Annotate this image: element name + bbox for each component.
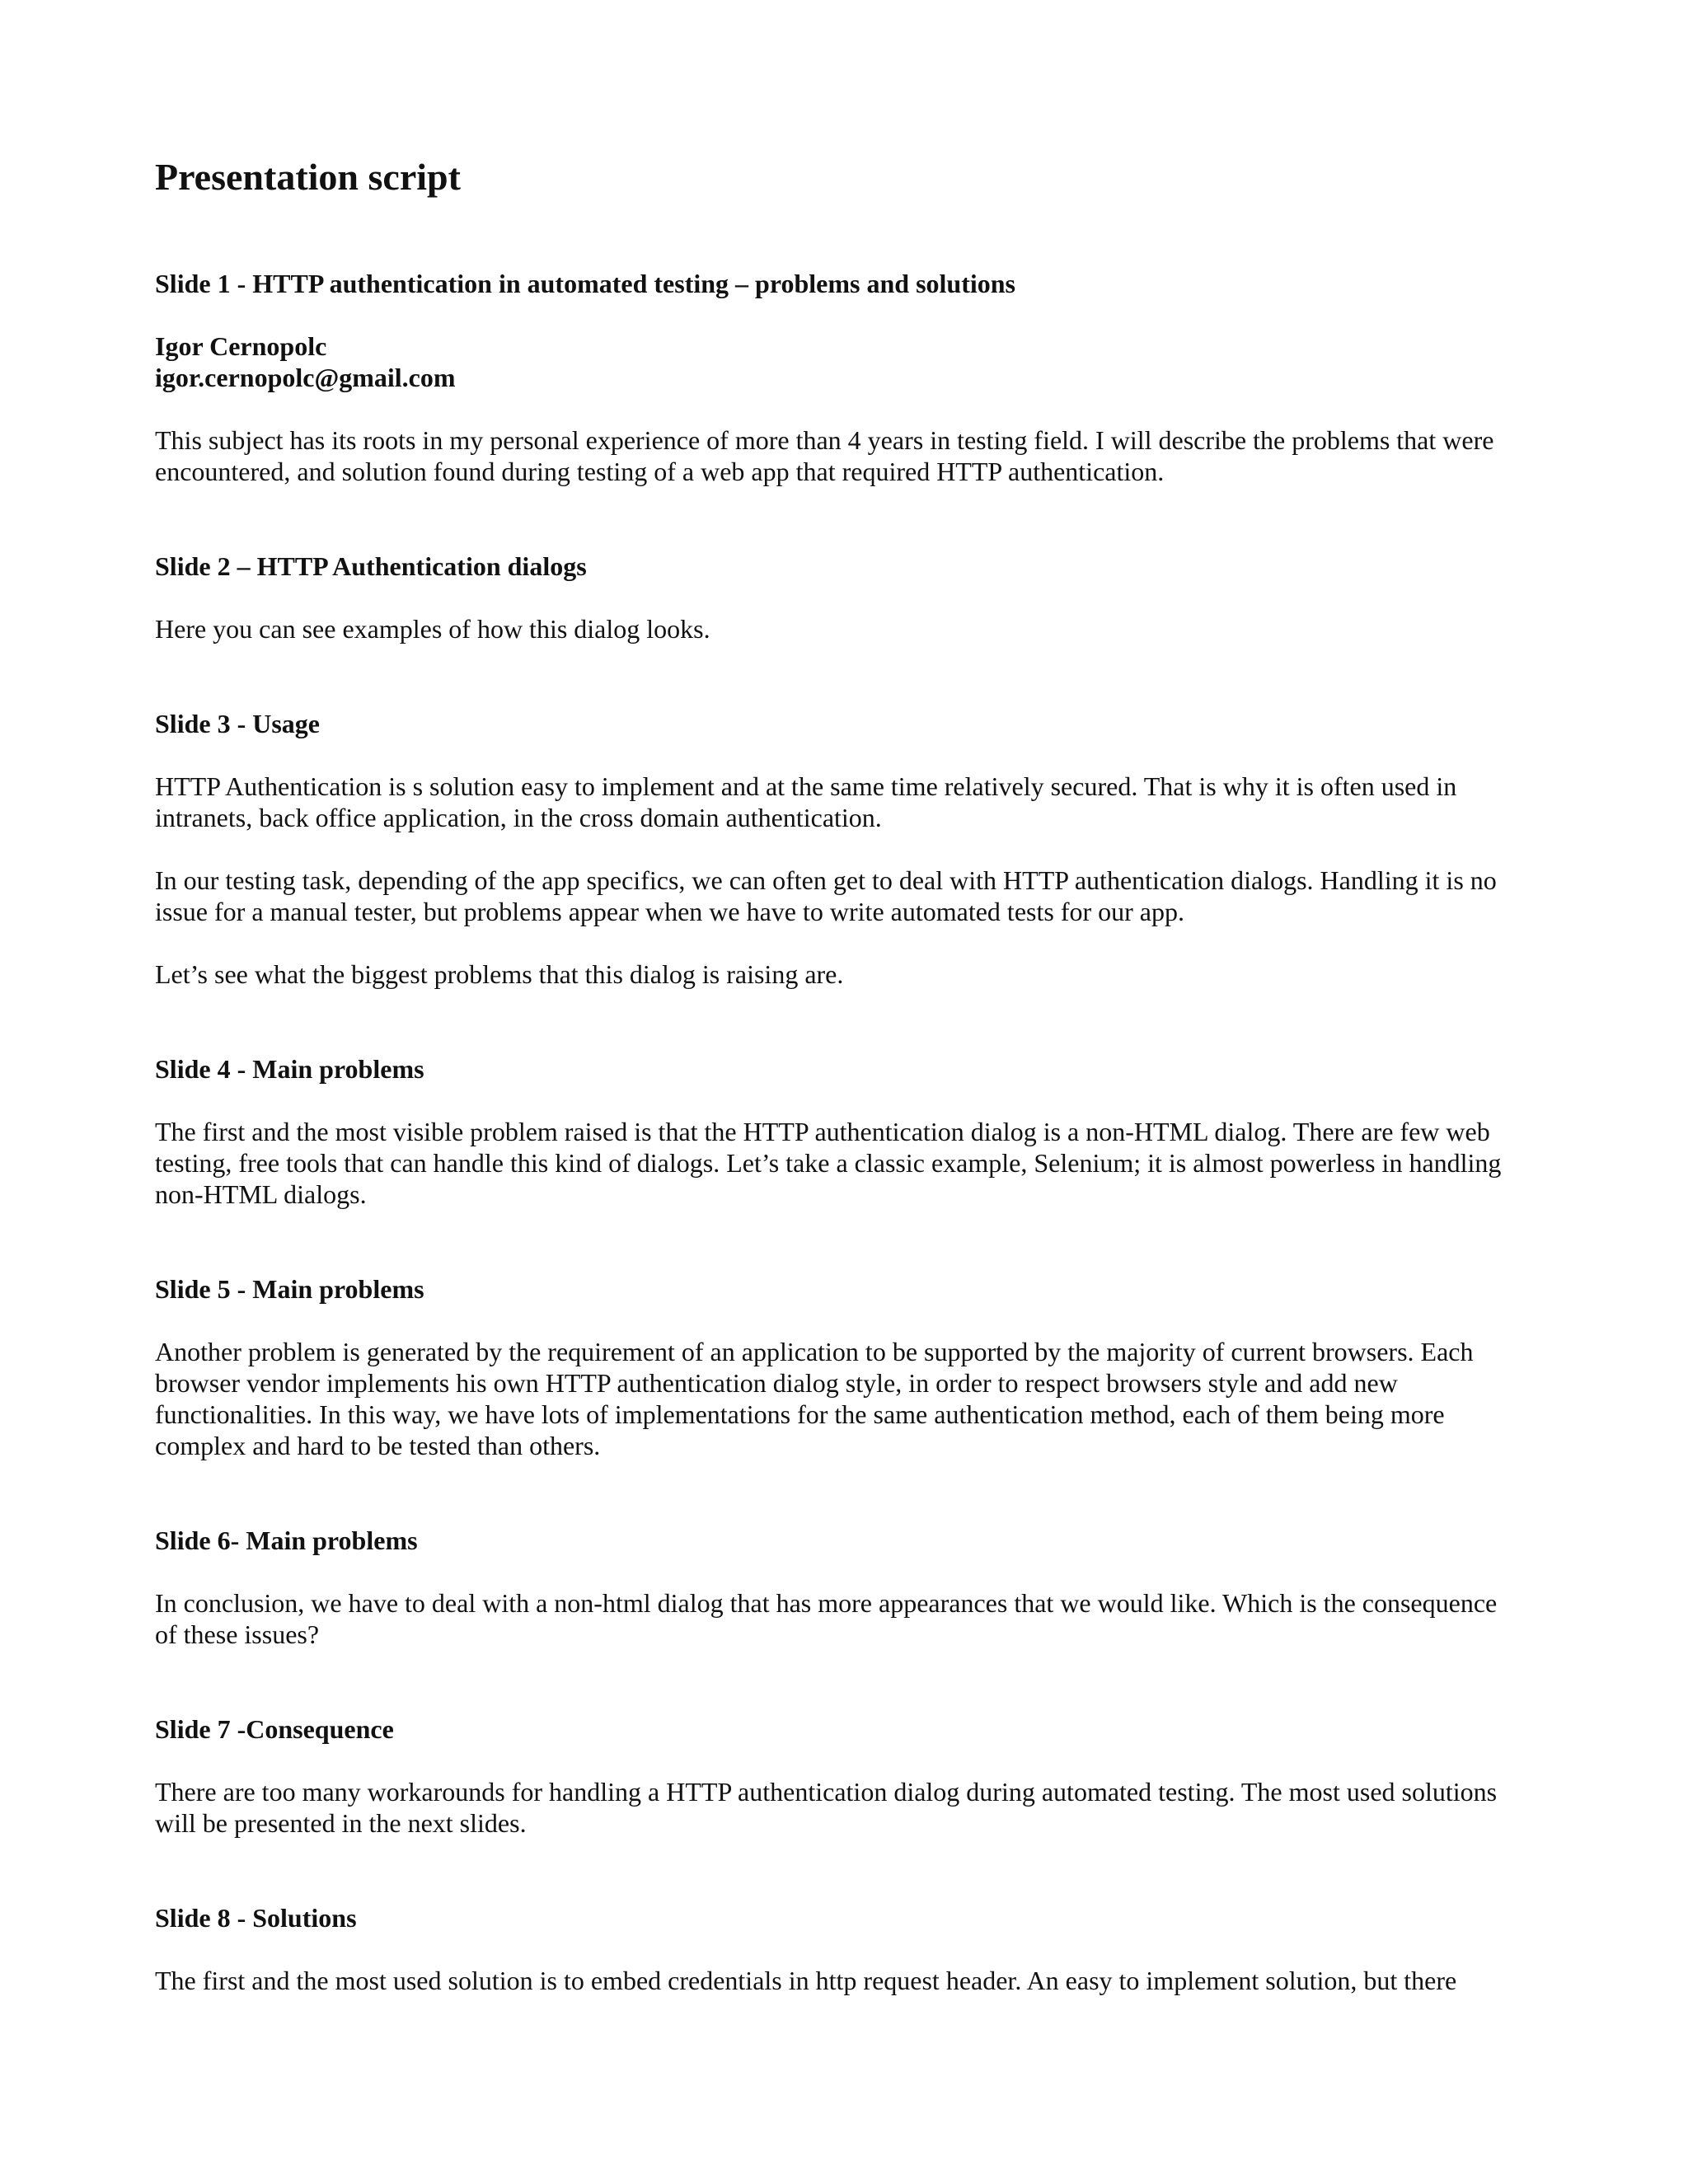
slide-3-section	[155, 708, 1523, 990]
slide-8-heading: Slide 8 - Solutions	[155, 1902, 357, 1933]
slide-1-section	[155, 268, 1523, 487]
slide-4-heading: Slide 4 - Main problems	[155, 1053, 424, 1084]
slide-3-heading: Slide 3 - Usage	[155, 708, 320, 738]
slide-8-section	[155, 1902, 1523, 1996]
slide-6-heading: Slide 6- Main problems	[155, 1525, 418, 1555]
slide-2-section	[155, 551, 1523, 644]
slide-4-section	[155, 1053, 1523, 1210]
author-email: igor.cernopolc@gmail.com	[155, 362, 456, 392]
slide-3-paragraph-1: HTTP Authentication is s solution easy to implement and at the same time relatively secured. That is why it is often used in intranets, back office application, in the cross domain authentication.	[155, 771, 1457, 832]
slide-1-paragraph-1: This subject has its roots in my personal experience of more than 4 years in testing field. I will describe the problems that were encountered, and solution found during testing of a web app that required HTTP authentication.	[155, 424, 1494, 486]
document-title: Presentation script	[155, 156, 461, 198]
slide-2-paragraph-1: Here you can see examples of how this dialog looks.	[155, 613, 710, 644]
slide-5-paragraph-1: Another problem is generated by the requirement of an application to be supported by the majority of current browsers. Each browser vendor implements his own HTTP authentication dialog style, in order to respect browsers style and add new functionalities. In this way, we have lots of implementations for the same authentication method, each of them being more complex and hard to be tested than others.	[155, 1336, 1474, 1460]
author-name: Igor Cernopolc	[155, 330, 327, 361]
slide-3-paragraph-3: Let’s see what the biggest problems that this dialog is raising are.	[155, 958, 844, 989]
slide-3-paragraph-2: In our testing task, depending of the app specifics, we can often get to deal with HTTP authentication dialogs. Handling it is no issue for a manual tester, but problems appear when we have to write automated tests for our app.	[155, 865, 1497, 926]
slide-7-paragraph-1: There are too many workarounds for handling a HTTP authentication dialog during automated testing. The most used solutions will be presented in the next slides.	[155, 1776, 1498, 1838]
slide-8-paragraph-1: The first and the most used solution is to embed credentials in http request header. An easy to implement solution, but there	[155, 1965, 1457, 1995]
slide-7-section	[155, 1713, 1523, 1839]
slide-1-heading: Slide 1 - HTTP authentication in automated testing – problems and solutions	[155, 268, 1015, 298]
slide-2-heading: Slide 2 – HTTP Authentication dialogs	[155, 551, 587, 581]
slide-4-paragraph-1: The first and the most visible problem raised is that the HTTP authentication dialog is a non-HTML dialog. There are few web testing, free tools that can handle this kind of dialogs. Let’s take a classic example, Selenium; it is almost powerless in handling non-HTML dialogs.	[155, 1116, 1502, 1209]
slide-5-heading: Slide 5 - Main problems	[155, 1273, 424, 1304]
slide-6-paragraph-1: In conclusion, we have to deal with a non-html dialog that has more appearances that we would like. Which is the consequence of these issues?	[155, 1587, 1498, 1649]
slide-5-section	[155, 1273, 1523, 1461]
slide-7-heading: Slide 7 -Consequence	[155, 1713, 394, 1744]
author-block	[155, 330, 1523, 393]
slide-6-section	[155, 1525, 1523, 1650]
document-body	[155, 157, 1523, 1996]
